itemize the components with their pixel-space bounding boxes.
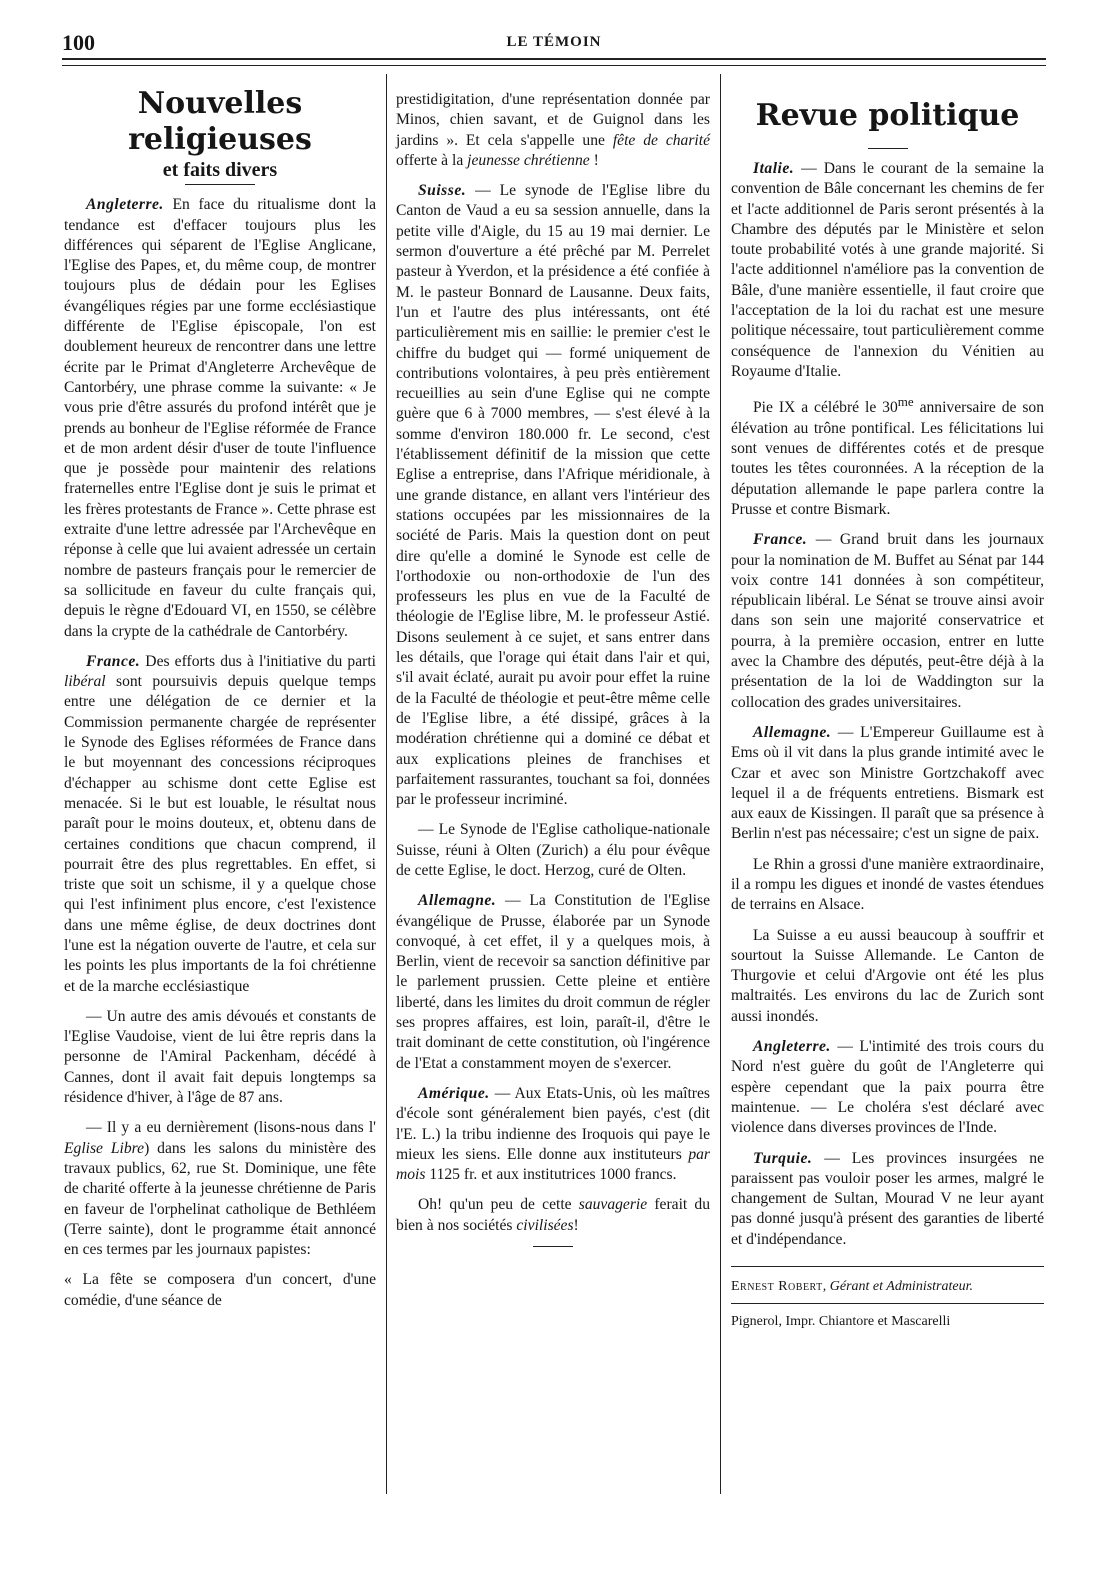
section-subtitle: et faits divers (162, 159, 278, 181)
title-rule (185, 184, 255, 185)
article-lead: Allemagne. (753, 723, 832, 741)
column-3 (731, 74, 1044, 1333)
signature-rule (731, 1266, 1044, 1267)
article-suisse: Suisse. — Le synode de l'Eglise libre du Canton de Vaud a eu sa session annuelle, dans la petite ville d'Aigle, du 15 au 19 mai dernier. Le sermon d'ouverture a été prêché par M. Perrelet pasteur à Yverdon, et la présidence a été confiée à M. le pasteur Bonnard de Lausanne. Deux faits, l'un et l'autre des plus intéressants, ont été particulièrement mis en saillie: le premier c'est le chiffre du budget qui — formé uniquement de contributions volontaires, à peu près entièrement recueillies au sein d'une Eglise qui ne compte guère que 6 à 7000 membres, — s'est élevé à la somme d'environ 180.000 fr. Le second, c'est l'établissement définitif de la mission que cette Eglise a entreprise, dans l'Afrique méridionale, à une grande distance, en allant vers l'intérieur des stations occupées par les missionnaires de la société de Paris. Mais la question dont on peut dire qu'elle a dominé le Synode est celle de l'orthodoxie ou non-orthodoxie de l'un des professeurs les plus en vue de la Faculté de théologie de l'Eglise libre, M. le professeur Astié. Disons seulement à ce sujet, et sans entrer dans les détails, que l'orage qui était dans l'air et qui, s'il avait éclaté, aurait pu avoir pour effet la ruine de la Faculté de théologie et peut-être même celle de l'Eglise libre, a été dissipé, grâces à la modération chrétienne qui a dominé ce débat et aux explications pleines de franchises et parfaitement rassurantes, touchant sa foi, données par le professeur incriminé. (396, 182, 710, 809)
article-quote: « La fête se composera d'un concert, d'une comédie, d'une séance de (64, 1271, 376, 1309)
article-suisse-inondations: La Suisse a eu aussi beaucoup à souffrir et sourtout la Suisse Allemande. Le Canton de Thurgovie et celui d'Argovie ont été les plus maltraités. Les environs du lac de Zurich sont aussi inondés. (731, 926, 1044, 1025)
column-divider-2 (720, 74, 721, 1494)
article-lead: Suisse. (418, 182, 467, 200)
article-fete-charite: — Il y a eu dernièrement (lisons-nous dans l' Eglise Libre) dans les salons du ministère des travaux publics, 62, rue St. Dominique, une fête de charité offerte à la jeunesse chrétienne de Paris en faveur de l'orphelinat catholique de Bethléem (Terre sainte), dont le programme était annoncé en ces termes par les journaux papistes: (64, 1119, 376, 1259)
journal-title: LE TÉMOIN (506, 34, 602, 50)
printer-line: Pignerol, Impr. Chiantore et Mascarelli (731, 1303, 1044, 1332)
signature (731, 1277, 1044, 1297)
page-number: 100 (62, 30, 95, 55)
article-allemagne: Allemagne. — La Constitution de l'Eglise évangélique de Prusse, élaborée par un Synode convoqué, à cet effet, il y a quelques mois, à Berlin, vient de recevoir sa sanction définitive par le parlement prussien. Cette pleine et entière liberté, dans les limites du droit commun de régler ses propres affaires, est loin, paraît-il, d'être le trait dominant de cette constitution, où l'ingérence de l'Etat a constamment moyen de s'exercer. (396, 892, 710, 1072)
page-header (62, 30, 1046, 54)
article-lead: Angleterre. (86, 196, 164, 214)
article-synode-olten: — Le Synode de l'Eglise catholique-nationale Suisse, réuni à Olten (Zurich) a élu pour évêque de cette Eglise, le doct. Herzog, curé de Olten. (396, 821, 710, 879)
title-rule (868, 148, 908, 149)
section-title-revue: Revue politique (755, 98, 1020, 133)
signature-role: , Gérant et Administrateur. (822, 1279, 973, 1295)
end-rule (533, 1246, 573, 1247)
signature-name: Ernest Robert (731, 1279, 823, 1295)
article-lead: Allemagne. (418, 892, 497, 910)
article-angleterre-politique: Angleterre. — L'intimité des trois cours du Nord n'est guère du goût de l'Angleterre qui espère cependant que la paix pourra être maintenue. — Le choléra s'est déclaré avec violence dans diverses provinces de l'Inde. (731, 1038, 1044, 1137)
article-amerique: Amérique. — Aux Etats-Unis, où les maîtres d'école sont généralement bien payés, c'est (dit l'E. L.) la tribu indienne des Iroquois qui paye le mieux les siens. Elle donne aux instituteurs par mois 1125 fr. et aux institutrices 1000 francs. (396, 1084, 710, 1184)
article-lead: Angleterre. (753, 1038, 831, 1056)
article-lead: Turquie. (753, 1149, 813, 1167)
article-france-politique: France. — Grand bruit dans les journaux pour la nomination de M. Buffet au Sénat par 144 voix contre 141 données à son compétiteur, républicain libéral. Le Sénat se trouve ainsi avoir dans son sein une majorité conservatrice et pourra, à la première occasion, entrer en lutte avec la Chambre des députés, peut-être déjà à la présentation de la loi de Waddington sur la collocation des grades universitaires. (731, 531, 1044, 711)
column-divider-1 (386, 74, 387, 1494)
article-lead: France. (753, 531, 808, 549)
column-1 (64, 74, 376, 1321)
header-rule (62, 58, 1046, 66)
article-turquie: Turquie. — Les provinces insurgées ne paraissent pas vouloir poser les armes, malgré le changement de Sultan, Mourad V ne leur ayant pas donné jusqu'à présent des garanties de liberté et d'indépendance. (731, 1149, 1044, 1248)
article-lead: Italie. (753, 160, 795, 177)
article-rhin: Le Rhin a grossi d'une manière extraordinaire, il a rompu les digues et inondé de vastes étendues de terrains en Alsace. (731, 855, 1044, 914)
article-allemagne-politique: Allemagne. — L'Empereur Guillaume est à Ems où il vit dans la plus grande intimité avec le Czar et avec son Ministre Gortzchakoff avec lequel il a de fréquents entretiens. Bismark est aux eaux de Kissingen. Il paraît que sa présence à Berlin n'est pas nécessaire; c'est un signe de paix. (731, 723, 1044, 843)
column-2 (396, 90, 710, 1255)
article-continuation: prestidigitation, d'une représentation donnée par Minos, chien savant, et de Guignol dans les jardins ». Et cela s'appelle une fête de charité offerte à la jeunesse chrétienne ! (396, 91, 710, 169)
section-title-nouvelles: Nouvelles religieuses (128, 86, 312, 157)
article-lead: France. (86, 652, 141, 670)
article-sauvagerie: Oh! qu'un peu de cette sauvagerie ferait du bien à nos sociétés civilisées! (396, 1196, 710, 1234)
article-pie-ix: Pie IX a célébré le $30^{me}$ anniversaire de son élévation au trône pontifical. Les félicitations lui sont venues de différentes cotés et de presque toutes les têtes couronnées. A la réception de la députation allemande le pape parlera contre la Prusse et contre Bismark. (731, 394, 1044, 518)
article-lead: Amérique. (418, 1084, 490, 1102)
article-angleterre: Angleterre. En face du ritualisme dont la tendance est d'effacer toujours plus les différences qui séparent de l'Eglise Anglicane, l'Eglise des Papes, et, du même coup, de montrer toujours plus de dédain pour les Eglises évangéliques régies par une forme ecclésiastique différente de l'Eglise épiscopale, l'on est doublement heureux de rencontrer dans une lettre écrite par le Primat d'Angleterre Archevêque de Cantorbéry, une phrase comme la suivante: « Je vous prie d'être assurés du profond intérêt que je prends au bonheur de l'Eglise réformée de France et de mon ardent désir d'user de toute l'influence que je possède pour maintenir des relations fraternelles entre l'Eglise dont je suis le primat et les frères protestants de France ». Cette phrase est extraite d'une lettre adressée par l'Archevêque en réponse à celle que lui avaient adressée un certain nombre de pasteurs français pour le remercier de sa sollicitude en faveur du culte français qui, depuis le règne d'Edouard VI, en 1550, se célèbre dans la crypte de la cathédrale de Cantorbéry. (64, 196, 376, 640)
article-packenham: — Un autre des amis dévoués et constants de l'Eglise Vaudoise, vient de lui être repris dans la personne de l'Amiral Packenham, décédé à Cannes, dont il avait fait depuis longtemps sa résidence d'hiver, à l'âge de 87 ans. (64, 1007, 376, 1107)
article-france: France. Des efforts dus à l'initiative du parti libéral sont poursuivis depuis quelque temps entre une délégation de ce dernier et la Commission permanente chargée de représenter le Synode des Eglises réformées de France dans le but moyennant des concessions réciproques d'échapper au schisme dont cette Eglise est menacée. Si le but est louable, le résultat nous paraît pour le moins douteux, et, obtenu dans de certaines conditions que chacun comprend, il pourrait être des plus regrettables. En effet, si triste que soit un schisme, il y a quelque chose qui l'est infiniment plus encore, c'est l'existence dans une même église, de deux doctrines dont l'une est la négation ouverte de l'autre, et cela sur les points les plus importants de la foi chrétienne et de la marche ecclésiastique (64, 652, 376, 995)
article-italie: Italie. — Dans le courant de la semaine la convention de Bâle concernant les chemins de fer et l'acte additionnel de Paris seront présentés à la Chambre des députés par le Ministère et selon toute probabilité votés à une grande majorité. Si l'acte additionnel n'améliore pas la convention de Bâle, d'une manière essentielle, il faut croire que l'acceptation de la loi du rachat est une mesure politique nécessaire, tout particulièrement comme conséquence de l'annexion du Vénitien au Royaume d'Italie. (731, 160, 1044, 380)
